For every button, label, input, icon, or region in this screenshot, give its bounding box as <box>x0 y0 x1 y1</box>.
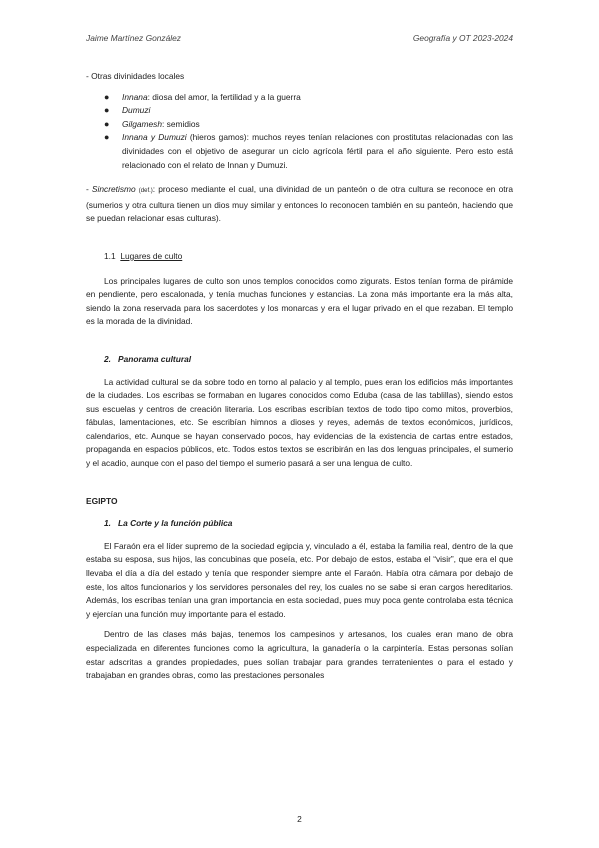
god-term: Gilgamesh <box>122 118 163 129</box>
section-2-heading <box>86 353 513 367</box>
bullet-icon: ● <box>104 118 110 129</box>
god-description: : diosa del amor, la fertilidad y a la guerra <box>147 91 301 102</box>
section-number: 2. <box>104 353 111 364</box>
section-number: 1.1 <box>104 250 116 261</box>
list-item <box>86 104 513 118</box>
page-content <box>86 70 513 683</box>
section-2-body: La actividad cultural se da sobre todo en torno al palacio y al templo, pues eran los edificios más importantes de la ciudades. Los escribas se formaban en lugares conocidos como Eduba (casa de las tablillas), siendo estos sus escuelas y centros de creación literaria. Los escribas escribían textos de todo tipo como mitos, proverbios, fábulas, lamentaciones, etc. Se escribían himnos a dioses y reyes, además de textos económicos, jurídicos, calendarios, etc. Aunque se hayan conservado pocos, hay evidencias de la existencia de cartas entre estados, propaganda en espacios públicos, etc. Todos estos textos se escribirán en las dos lenguas principales, el sumerio y el acadio, aunque con el paso del tiempo el sumerio pasará a ser una lengua de culto. <box>86 376 513 469</box>
dash: - <box>86 184 92 195</box>
egypt-paragraph-2: Dentro de las clases más bajas, tenemos los campesinos y artesanos, los cuales eran mano de obra especializada en diferentes funciones como la agricultura, la ganadería o la carpintería. Estas personas solían estar adscritas a grandes propiedades, pues solían trabajar para grandes terratenientes o para el estado y trabajaban en grandes obras, como las prestaciones personales <box>86 629 513 681</box>
page-number: 2 <box>297 814 302 824</box>
section-title: Lugares de culto <box>120 250 183 261</box>
gods-list <box>86 91 513 173</box>
god-term: Dumuzi <box>122 105 151 116</box>
syncretism-term: Sincretismo <box>91 184 136 195</box>
syncretism-paragraph <box>86 183 513 226</box>
header-author: Jaime Martínez González <box>86 33 181 43</box>
god-term: Innana y Dumuzi <box>122 132 187 143</box>
god-description: (hieros gamos): muchos reyes tenían relaciones con prostitutas relacionadas con las divinidades con el objetivo de asegurar un ciclo agrícola fértil para el año siguiente. Pero esto está relacionado con el relato de Innan y Dumuzi. <box>122 132 513 170</box>
god-description: : semidios <box>162 118 200 129</box>
egypt-paragraph-1: El Faraón era el líder supremo de la sociedad egipcia y, vinculado a él, estaba la familia real, dentro de la que estaba su esposa, sus hijos, las concubinas que poseía, etc. Por debajo de estos, estaba el “visir”, que era el que llevaba el día a día del estado y tenía que responder siempre ante el Faraón. Había otra cámara por debajo de este, los altos funcionarios y los servidores personales del rey, los cuales no se sabe si eran cargos hereditarios. Además, los escribas tenían una gran importancia en esta sociedad, pues muy poca gente controlaba esta técnica y ejercían una función muy importante para el estado. <box>86 540 513 619</box>
list-item <box>86 91 513 105</box>
god-term: Innana <box>122 91 148 102</box>
bullet-icon: ● <box>104 91 110 102</box>
section-1-1-body: Los principales lugares de culto son unos templos conocidos como zigurats. Estos tenían forma de pirámide en pendiente, pero escalonada, y tenía muchas funciones y estancias. La zona más importante era la más alta, siendo la zona reservada para los sacerdotes y los monarcas y era el lugar privado en el que rezaban. El templo es la morada de la divinidad. <box>86 275 513 327</box>
header-course: Geografía y OT 2023-2024 <box>412 33 513 43</box>
list-item <box>86 131 513 172</box>
syncretism-text: : proceso mediante el cual, una divinidad de un panteón o de otra cultura se reconoce en otra (sumerios y otra cultura tienen un dios muy similar y entonces lo reconocen también en su panteón, haciendo que se puedan relacionar esas culturas). <box>86 184 513 224</box>
section-1-1-heading <box>86 250 513 264</box>
definition-abbr: (def.) <box>138 188 153 195</box>
egypt-heading: EGIPTO <box>86 495 118 506</box>
bullet-icon: ● <box>104 105 110 116</box>
section-number: 1. <box>104 518 111 529</box>
bullet-icon: ● <box>104 132 110 143</box>
section-title: La Corte y la función pública <box>117 518 233 529</box>
egypt-subsection-heading <box>86 517 513 531</box>
list-item <box>86 118 513 132</box>
other-gods-intro: - Otras divinidades locales <box>86 71 185 81</box>
section-title: Panorama cultural <box>117 353 192 364</box>
